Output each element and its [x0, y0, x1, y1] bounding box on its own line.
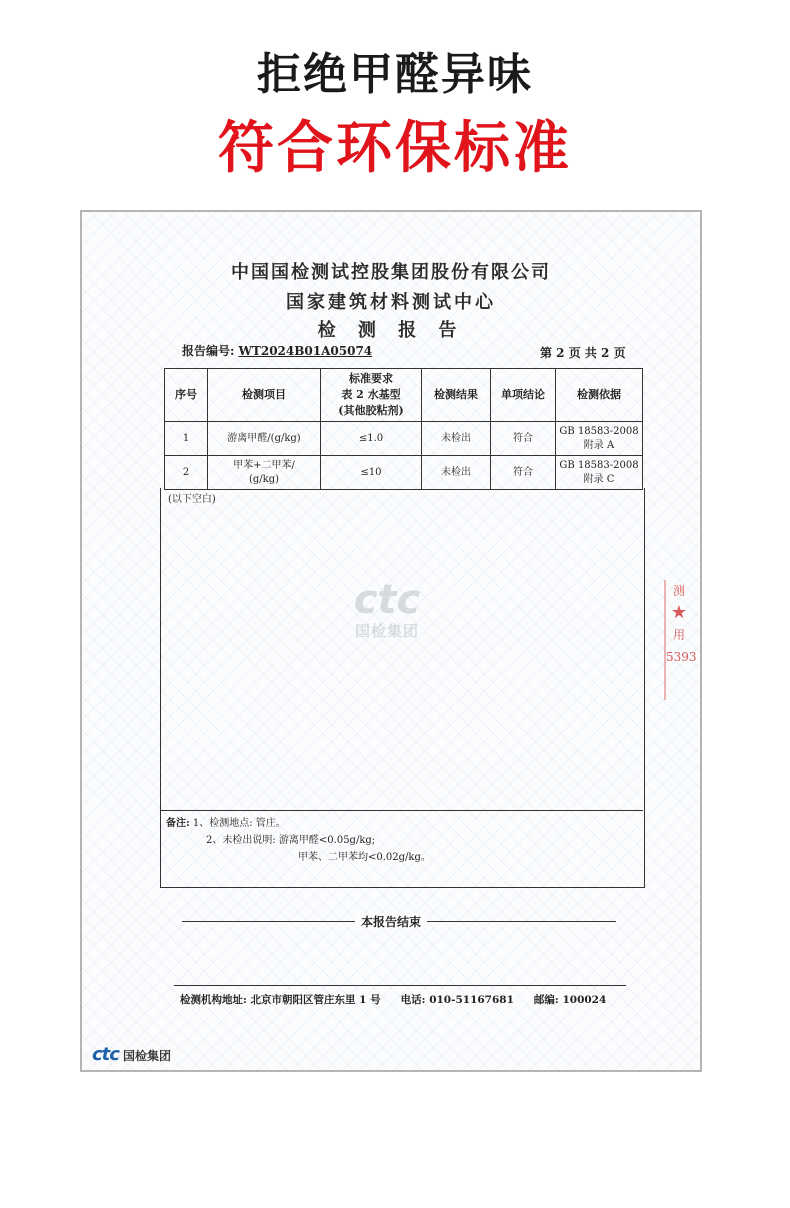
header-standard-line2: 表 2 水基型: [341, 388, 401, 401]
header-standard-line1: 标准要求: [349, 372, 393, 385]
cell-seq: 1: [165, 422, 208, 456]
logo-name: 国检集团: [122, 1049, 171, 1063]
watermark-mark: ctc: [353, 577, 421, 623]
cell-item-line1: 游离甲醛/(g/kg): [227, 432, 301, 444]
header-basis: 检测依据: [556, 369, 643, 422]
notes-line2: 2、未检出说明: 游离甲醛<0.05g/kg;: [206, 835, 376, 846]
notes: [166, 815, 431, 866]
cell-basis: [556, 456, 643, 490]
table-row: [165, 422, 643, 456]
cell-item-line1: 甲苯+二甲苯/: [233, 459, 295, 471]
header-conclusion: 单项结论: [491, 369, 556, 422]
header-item: 检测项目: [208, 369, 321, 422]
headline-line1: 拒绝甲醛异味: [257, 49, 533, 100]
page-info: 第 2 页 共 2 页: [540, 346, 626, 360]
cell-seq: 2: [165, 456, 208, 490]
cell-item: [208, 456, 321, 490]
stamp-text3: 5393: [666, 650, 697, 664]
logo-mark: ctc: [92, 1044, 119, 1065]
table-row: [165, 456, 643, 490]
org-name-line1: 中国国检测试控股集团股份有限公司: [231, 262, 551, 283]
cell-result: 未检出: [422, 422, 491, 456]
cell-item: [208, 422, 321, 456]
cell-basis-line1: GB 18583-2008: [559, 459, 639, 471]
report-end-text: 本报告结束: [355, 915, 427, 929]
cell-basis-line1: GB 18583-2008: [559, 425, 639, 437]
test-report-document: [80, 210, 702, 1072]
red-seal-stamp: [664, 580, 697, 700]
report-title: 检 测 报 告: [317, 320, 465, 341]
cell-requirement: ≤1.0: [321, 422, 422, 456]
report-number-value: WT2024B01A05074: [238, 344, 373, 358]
header-standard: [321, 369, 422, 422]
cell-basis: [556, 422, 643, 456]
star-icon: ★: [670, 602, 688, 623]
results-table: [164, 368, 643, 490]
cell-conclusion: 符合: [491, 422, 556, 456]
cell-requirement: ≤10: [321, 456, 422, 490]
report-number: [182, 342, 372, 359]
watermark-name: 国检集团: [354, 622, 419, 640]
header-standard-line3: (其他胶粘剂): [338, 404, 404, 417]
cell-basis-line2: 附录 A: [583, 439, 615, 451]
notes-divider: [160, 810, 643, 811]
cell-result: 未检出: [422, 456, 491, 490]
notes-label: 备注:: [166, 818, 190, 829]
phone-text: 电话: 010-51167681: [400, 994, 514, 1006]
org-name-line2: 国家建筑材料测试中心: [286, 292, 496, 313]
cell-item-line2: (g/kg): [248, 473, 280, 485]
address-text: 检测机构地址: 北京市朝阳区管庄东里 1 号: [180, 994, 381, 1006]
notes-line1: 1、检测地点: 管庄。: [192, 818, 286, 829]
report-end: [82, 913, 700, 930]
address-line: [180, 992, 626, 1007]
headline-line2: 符合环保标准: [218, 116, 572, 181]
blank-note: (以下空白): [168, 494, 216, 505]
header-result: 检测结果: [422, 369, 491, 422]
header-seq: 序号: [165, 369, 208, 422]
watermark: [332, 577, 442, 641]
notes-line3: 甲苯、二甲苯均<0.02g/kg。: [298, 852, 431, 863]
cell-conclusion: 符合: [491, 456, 556, 490]
report-number-label: 报告编号:: [182, 344, 235, 358]
address-divider: [174, 985, 626, 986]
table-header-row: [165, 369, 643, 422]
postcode-text: 邮编: 100024: [533, 994, 607, 1006]
ctc-logo: [92, 1044, 171, 1065]
cell-basis-line2: 附录 C: [583, 473, 615, 485]
stamp-text2: 用: [672, 628, 685, 642]
stamp-text1: 测: [672, 584, 685, 598]
